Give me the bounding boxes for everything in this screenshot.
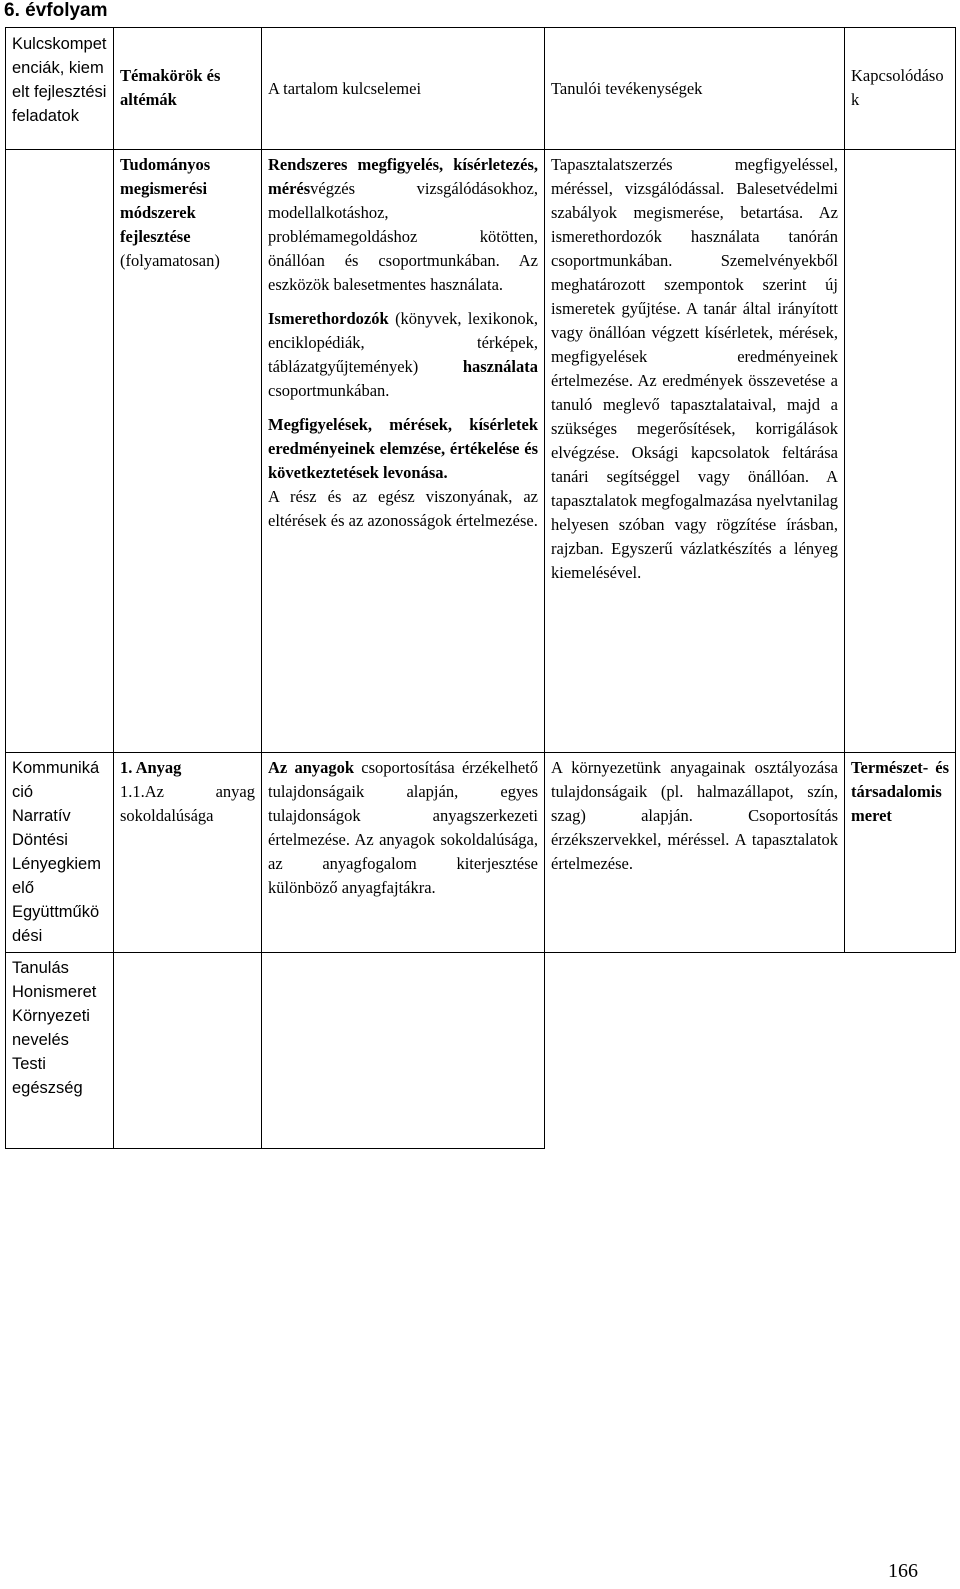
cell-competencies-2	[6, 753, 114, 953]
competency-item: Kommunikáció	[12, 759, 100, 801]
competency-item: Lényegkiemelő	[12, 855, 101, 897]
cell-topic-methods	[114, 150, 262, 753]
content-p1-bold: Rendszeres megfigyelés, kísérletezés, mérés	[268, 155, 538, 198]
content-paragraph-1	[268, 153, 538, 297]
content-p2-mid: (könyvek, lexikonok, enciklopédiák, térképek, táblázatgyűjtemények)	[268, 309, 538, 376]
cell-activities-empty	[545, 953, 845, 1149]
content-p2-bold1: Ismerethordozók	[268, 309, 389, 328]
page-number: 166	[888, 1560, 918, 1582]
header-activities-text: Tanulói tevékenységek	[551, 79, 703, 98]
topic-material-subtitle: 1.1.Az anyag sokoldalúsága	[120, 782, 255, 825]
cell-topic-material	[114, 753, 262, 953]
connections-material-text: Természet- és társadalomismeret	[851, 758, 949, 825]
curriculum-table	[5, 27, 956, 1149]
competency-item: Honismeret	[12, 983, 97, 1001]
content-p2-end: csoportmunkában.	[268, 381, 390, 400]
cell-content-empty	[262, 953, 545, 1149]
content-material-text: csoportosítása érzékelhető tulajdonságaik alapján, egyes tulajdonságok anyagszerkezeti értelmezése. Az anyagok sokoldalúsága, az anyagfogalom kiterjesztése különböző anyagfajtákra.	[268, 758, 539, 897]
table-row	[6, 150, 956, 753]
cell-content-methods	[262, 150, 545, 753]
header-connections	[845, 28, 956, 150]
header-content-text: A tartalom kulcselemei	[268, 79, 422, 98]
grade-heading: 6. évfolyam	[4, 0, 108, 21]
header-row	[6, 28, 956, 150]
competency-item: Döntési	[12, 831, 68, 849]
topic-material-title: 1. Anyag	[120, 758, 182, 777]
cell-competencies-1	[6, 150, 114, 753]
header-topics-text: Témakörök és altémák	[120, 66, 221, 109]
cell-activities-methods	[545, 150, 845, 753]
topic-methods-title: Tudományos megismerési módszerek fejlesztése	[120, 155, 211, 246]
cell-competencies-3	[6, 953, 114, 1149]
header-competencies-text: Kulcskompetenciák, kiemelt fejlesztési feladatok	[12, 35, 107, 125]
competency-item: Testi egészség	[12, 1055, 83, 1097]
header-competencies	[6, 28, 114, 150]
content-p3-text: A rész és az egész viszonyának, az eltérések és az azonosságok értelmezése.	[268, 487, 538, 530]
content-material-bold: Az anyagok	[268, 758, 355, 777]
activities-material-text: A környezetünk anyagainak osztályozása tulajdonságaik (pl. halmazállapot, szín, szag) alapján. Csoportosítás érzékszervekkel, méréssel. A tapasztalatok értelmezése.	[551, 758, 838, 873]
cell-connections-1	[845, 150, 956, 753]
competency-item: Narratív	[12, 807, 71, 825]
header-activities	[545, 28, 845, 150]
cell-activities-material	[545, 753, 845, 953]
header-connections-text: Kapcsolódások	[851, 66, 944, 109]
table-row	[6, 753, 956, 953]
content-p1-text: végzés vizsgálódásokhoz, modellalkotáshoz, problémamegoldáshoz kötötten, önállóan és csoportmunkában. Az eszközök balesetmentes használata.	[268, 179, 538, 294]
cell-content-material	[262, 753, 545, 953]
competency-item: Tanulás	[12, 959, 69, 977]
competency-item: Környezeti nevelés	[12, 1007, 90, 1049]
content-p3-bold: Megfigyelések, mérések, kísérletek eredményeinek elemzése, értékelése és következtetések levonása.	[268, 415, 538, 482]
cell-topic-empty	[114, 953, 262, 1149]
content-paragraph-2	[268, 307, 538, 403]
content-p2-bold2: használata	[462, 357, 538, 376]
table-row	[6, 953, 956, 1149]
cell-connections-empty	[845, 953, 956, 1149]
competency-item: Együttműködési	[12, 903, 100, 945]
topic-methods-note: (folyamatosan)	[120, 251, 220, 270]
activities-methods-text: Tapasztalatszerzés megfigyeléssel, méréssel, vizsgálódással. Balesetvédelmi szabályok megismerése, betartása. Az ismerethordozók használata tanórán csoportmunkában. Szemelvényekből meghatározott szempontok szerint új ismeretek gyűjtése. A tanár által irányított vagy önállóan végzett kísérletek, mérések, megfigyelések eredményeinek értelmezése. Az eredmények összevetése a tanuló meglevő tapasztalataival, majd a szükséges megerősítések, korrigálások elvégzése. Oksági kapcsolatok feltárása tanári segítséggel vagy önállóan. A tapasztalatok megfogalmazása nyelvtanilag helyesen szóban vagy rögzítése írásban, rajzban. Egyszerű vázlatkészítés a lényeg kiemelésével.	[551, 155, 838, 582]
header-content	[262, 28, 545, 150]
header-topics	[114, 28, 262, 150]
cell-connections-material	[845, 753, 956, 953]
